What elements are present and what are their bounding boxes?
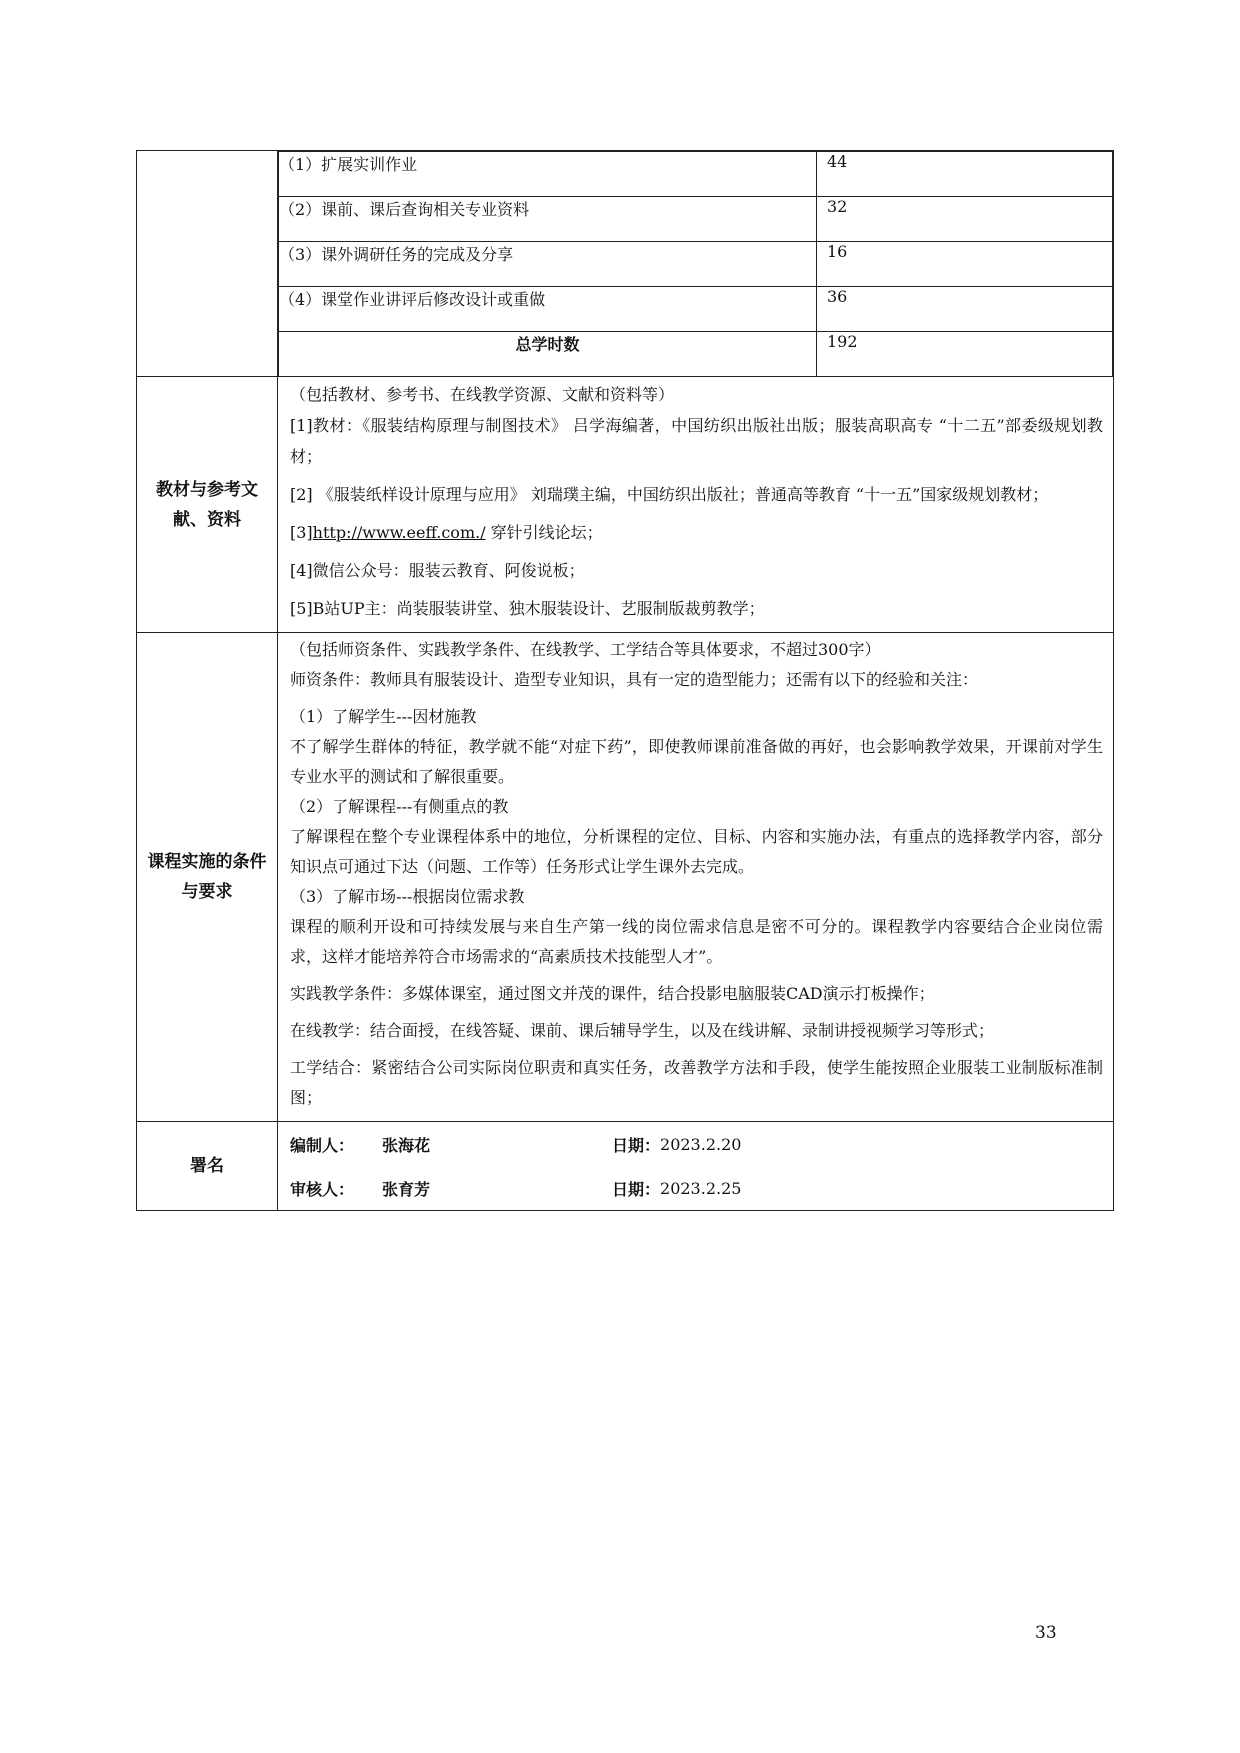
teacher-conditions: 师资条件：教师具有服装设计、造型专业知识，具有一定的造型能力；还需有以下的经验和关注：: [290, 670, 979, 689]
hours-row: [279, 242, 1113, 287]
signature-section: [137, 1122, 1114, 1211]
conditions-label: [137, 633, 278, 1122]
conditions-cell: [278, 633, 1114, 1122]
conditions-section: [137, 633, 1114, 1122]
materials-item-1: [1]教材：《服装结构原理与制图技术》 吕学海编著，中国纺织出版社出版；服装高职高专 “十二五”部委级规划教材；: [290, 416, 1103, 466]
editor-label: 编制人：: [290, 1135, 355, 1155]
materials-item-4: [4]微信公众号：服装云教育、阿俊说板；: [290, 561, 585, 580]
point-1-title: （1）了解学生---因材施教: [290, 707, 477, 726]
hours-item: （4）课堂作业讲评后修改设计或重做: [279, 287, 817, 332]
hours-item: （2）课前、课后查询相关专业资料: [279, 197, 817, 242]
conditions-label-text: 课程实施的条件与要求: [147, 852, 267, 902]
hours-row: [279, 287, 1113, 332]
editor-date-label: 日期：: [612, 1135, 661, 1155]
hours-row: [279, 152, 1113, 197]
hours-label-cell: [137, 151, 278, 377]
materials-intro: （包括教材、参考书、在线教学资源、文献和资料等）: [290, 385, 675, 404]
reviewer-label: 审核人：: [290, 1179, 355, 1199]
hours-value: 16: [817, 242, 1113, 287]
hours-value: 36: [817, 287, 1113, 332]
point-1-body: 不了解学生群体的特征，教学就不能“对症下药”，即使教师课前准备做的再好，也会影响教学效果，开课前对学生专业水平的测试和了解很重要。: [290, 737, 1103, 786]
materials-label-text: 教材与参考文献、资料: [156, 479, 258, 530]
hours-table: [278, 151, 1113, 376]
signature-label: 署名: [137, 1122, 278, 1211]
course-table: [136, 150, 1114, 1211]
materials-section: [137, 377, 1114, 633]
hours-item: （1）扩展实训作业: [279, 152, 817, 197]
hours-item: （3）课外调研任务的完成及分享: [279, 242, 817, 287]
signature-cell: [278, 1122, 1114, 1211]
work-integration: 工学结合：紧密结合公司实际岗位职责和真实任务，改善教学方法和手段，使学生能按照企业服装工业制版标准制图；: [290, 1058, 1103, 1107]
materials-cell: [278, 377, 1114, 633]
hours-total-value: 192: [817, 332, 1113, 377]
materials-item-2: [2] 《服装纸样设计原理与应用》 刘瑞璞主编，中国纺织出版社；普通高等教育 “十一五”国家级规划教材；: [290, 485, 1049, 504]
hours-section: [137, 151, 1114, 377]
course-table-sheet: [136, 150, 1114, 1211]
materials-label: [137, 377, 278, 633]
online-teaching: 在线教学：结合面授，在线答疑、课前、课后辅导学生，以及在线讲解、录制讲授视频学习等形式；: [290, 1021, 995, 1040]
point-2-title: （2）了解课程---有侧重点的教: [290, 797, 509, 816]
editor-name: 张海花: [382, 1135, 431, 1155]
editor-row: [278, 1122, 1113, 1166]
reviewer-name: 张育芳: [382, 1179, 431, 1199]
conditions-intro: （包括师资条件、实践教学条件、在线教学、工学结合等具体要求，不超过300字）: [290, 640, 881, 659]
hours-value: 32: [817, 197, 1113, 242]
materials-item-5: [5]B站UP主：尚装服装讲堂、独木服装设计、艺服制版裁剪教学；: [290, 599, 765, 618]
hours-total-label: 总学时数: [279, 332, 817, 377]
reviewer-date: 2023.2.25: [660, 1178, 742, 1198]
materials-item-3: [290, 517, 1103, 548]
materials-item-3-prefix: [3]: [290, 523, 313, 542]
hours-value: 44: [817, 152, 1113, 197]
editor-date: 2023.2.20: [660, 1134, 742, 1154]
hours-total-row: [279, 332, 1113, 377]
point-3-title: （3）了解市场---根据岗位需求教: [290, 887, 525, 906]
page-number: 33: [1035, 1623, 1057, 1643]
hours-cell: [278, 151, 1114, 377]
practice-conditions: 实践教学条件：多媒体课室，通过图文并茂的课件，结合投影电脑服装CAD演示打板操作；: [290, 984, 935, 1003]
reviewer-row: [278, 1166, 1113, 1210]
hours-row: [279, 197, 1113, 242]
forum-link[interactable]: http://www.eeff.com./: [312, 523, 486, 542]
point-3-body: 课程的顺利开设和可持续发展与来自生产第一线的岗位需求信息是密不可分的。课程教学内容要结合企业岗位需求，这样才能培养符合市场需求的“高素质技术技能型人才”。: [290, 917, 1103, 966]
point-2-body: 了解课程在整个专业课程体系中的地位，分析课程的定位、目标、内容和实施办法，有重点的选择教学内容，部分知识点可通过下达（问题、工作等）任务形式让学生课外去完成。: [290, 827, 1103, 876]
reviewer-date-label: 日期：: [612, 1179, 661, 1199]
materials-item-3-suffix: 穿针引线论坛；: [485, 523, 603, 542]
